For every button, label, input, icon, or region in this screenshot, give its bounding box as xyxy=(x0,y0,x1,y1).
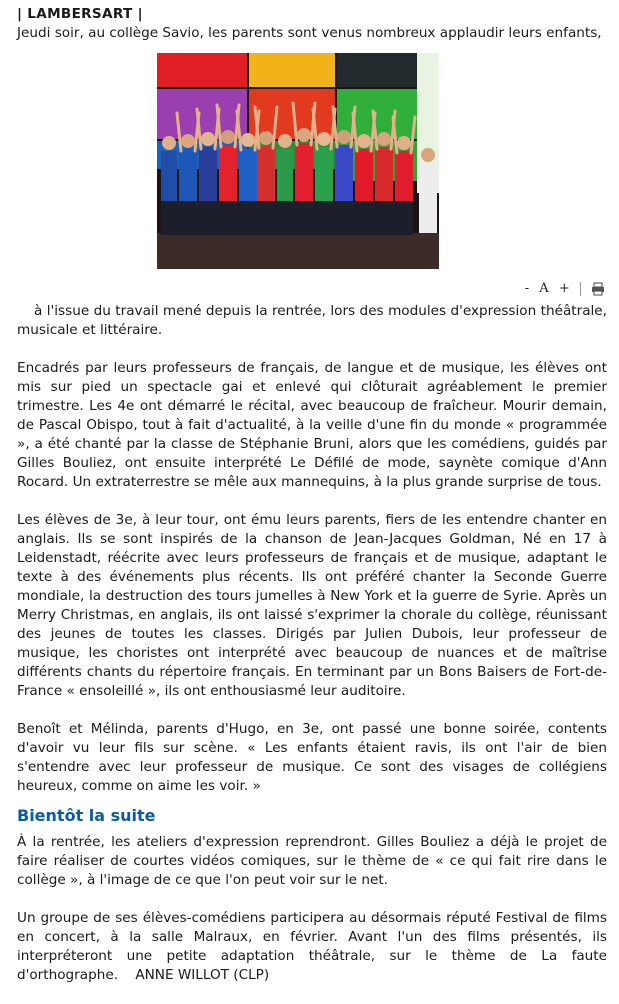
paragraph-6 xyxy=(17,909,607,985)
section-subheading: Bientôt la suite xyxy=(17,806,156,825)
font-decrease-button[interactable]: - xyxy=(524,281,530,296)
font-increase-button[interactable]: + xyxy=(558,281,570,296)
students-on-stage-photo xyxy=(157,53,439,269)
paragraph-2: Encadrés par leurs professeurs de français, de langue et de musique, les élèves ont mis sur pied un spectacle gai et enlevé qui clôturait agréablement le premier trimestre. Les 4e ont démarré le récital, avec beaucoup de fraîcheur. Mourir demain, de Pascal Obispo, tout à fait d'actualité, à la veille d'une fin du monde « programmée », a été chanté par la classe de Stéphanie Bruni, alors que les comédiens, guidés par Gilles Bouliez, ont ensuite interprété Le Défilé de mode, saynète comique d'Ann Rocard. Un extraterrestre se mêle aux mannequins, à la plus grande surprise de tous. xyxy=(17,360,607,490)
text-tools xyxy=(17,279,607,299)
article xyxy=(17,5,607,1004)
article-photo[interactable] xyxy=(157,53,439,269)
dateline: | LAMBERSART | xyxy=(17,6,143,22)
printer-icon[interactable] xyxy=(591,282,605,296)
paragraph-4: Benoît et Mélinda, parents d'Hugo, en 3e, ont passé une bonne soirée, contents d'avoir vu leur fils sur scène. « Les enfants étaient ravis, ils ont l'air de bien s'entendre avec leur professeur de musique. Ce sont des visages de collégiens heureux, comme on aime les voir. » xyxy=(17,721,607,794)
paragraph-6-text: Un groupe de ses élèves-comédiens participera au désormais réputé Festival de films en concert, à la salle Malraux, en février. Avant l'un des films présentés, ils interpréteront une petite adaptation théâtrale, sur le thème de La faute d'orthographe. xyxy=(17,910,607,983)
paragraph-1: à l'issue du travail mené depuis la rentrée, lors des modules d'expression théâtrale, musicale et littéraire. xyxy=(17,303,607,338)
author-signature: ANNE WILLOT (CLP) xyxy=(135,967,270,983)
paragraph-5: À la rentrée, les ateliers d'expression reprendront. Gilles Bouliez a déjà le projet de faire réaliser de courtes vidéos comiques, sur le thème de « ce qui fait rire dans le collège », à l'image de ce que l'on peut voir sur le net. xyxy=(17,834,607,888)
toolbar-divider xyxy=(580,282,581,296)
paragraph-3: Les élèves de 3e, à leur tour, ont ému leurs parents, fiers de les entendre chanter en anglais. Ils se sont inspirés de la chanson de Jean-Jacques Goldman, Né en 17 à Leidenstadt, réécrite avec leurs professeurs de français et de musique, adaptant le texte à des événements plus récents. Ils ont préféré chanter la Seconde Guerre mondiale, la destruction des tours jumelles à New York et la guerre de Syrie. Après un Merry Christmas, en anglais, ils ont laissé s'exprimer la chorale du collège, réunissant des jeunes de toutes les classes. Dirigés par Julien Dubois, leur professeur de musique, les choristes ont interprété avec beaucoup de nuances et de maîtrise différents chants du répertoire français. En terminant par un Bons Baisers de Fort-de-France « ensoleillé », ils ont enthousiasmé leur auditoire. xyxy=(17,512,607,699)
lead-text: Jeudi soir, au collège Savio, les parents sont venus nombreux applaudir leurs enfants, xyxy=(17,25,602,41)
font-size-label: A xyxy=(539,281,549,296)
